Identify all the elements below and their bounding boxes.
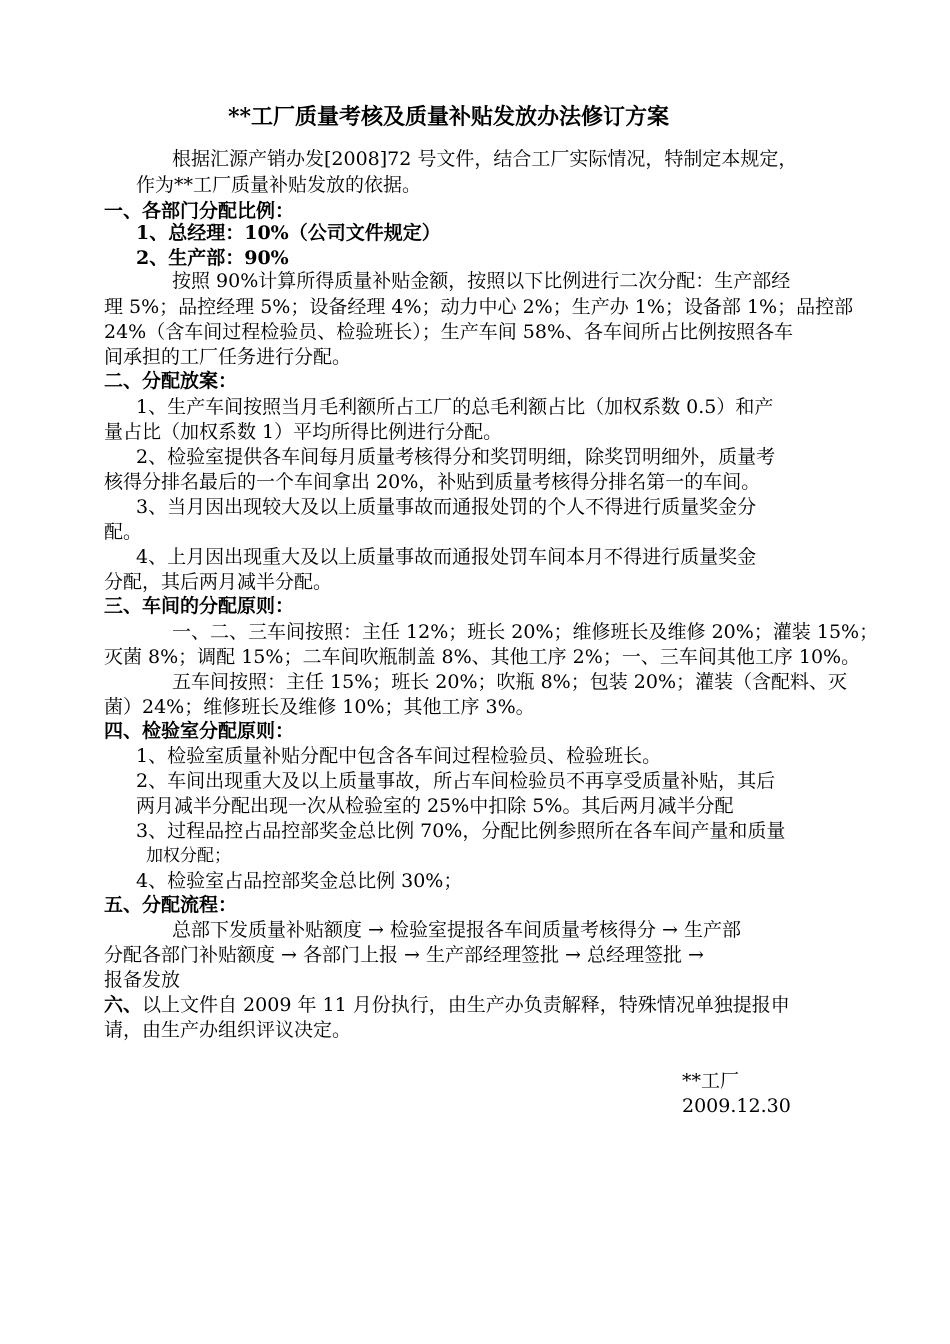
section-4-line-3: 两月减半分配出现一次从检验室的 25%中扣除 5%。其后两月减半分配 [136, 795, 734, 817]
section-2-heading: 二、分配放案： [104, 370, 238, 392]
section-5-line-2: 分配各部门补贴额度 → 各部门上报 → 生产部经理签批 → 总经理签批 → [104, 944, 704, 966]
section-1-para-line-4: 间承担的工厂任务进行分配。 [104, 346, 352, 368]
section-3-heading: 三、车间的分配原则： [104, 595, 295, 617]
section-2-line-7: 4、上月因出现重大及以上质量事故而通报处罚车间本月不得进行质量奖金 [136, 546, 757, 568]
section-6-line-2: 请，由生产办组织评议决定。 [104, 1019, 352, 1041]
section-4-line-4: 3、过程品控占品控部奖金总比例 70%，分配比例参照所在各车间产量和质量 [136, 820, 786, 842]
section-4-line-5: 加权分配； [146, 846, 231, 866]
section-6-text-1: 以上文件自 2009 年 11 月份执行，由生产办负责解释，特殊情况单独提报申 [142, 994, 790, 1016]
section-3-line-4: 菌）24%；维修班长及维修 10%；其他工序 3%。 [104, 696, 535, 718]
section-1-para-line-3: 24%（含车间过程检验员、检验班长）；生产车间 58%、各车间所占比例按照各车 [104, 321, 794, 343]
section-1-item-2: 2、生产部：90% [136, 247, 289, 269]
section-5-line-1: 总部下发质量补贴额度 → 检验室提报各车间质量考核得分 → 生产部 [172, 919, 741, 941]
section-2-line-8: 分配，其后两月减半分配。 [104, 571, 333, 593]
section-5-heading: 五、分配流程： [104, 894, 238, 916]
section-4-heading: 四、检验室分配原则： [104, 720, 295, 742]
section-4-line-2: 2、车间出现重大及以上质量事故，所占车间检验员不再享受质量补贴，其后 [136, 770, 776, 792]
section-6-line-1 [104, 992, 790, 1018]
section-4-line-1: 1、检验室质量补贴分配中包含各车间过程检验员、检验班长。 [136, 745, 662, 767]
signature-org: **工厂 [682, 1070, 740, 1092]
section-2-line-2: 量占比（加权系数 1）平均所得比例进行分配。 [104, 421, 503, 443]
section-2-line-5: 3、当月因出现较大及以上质量事故而通报处罚的个人不得进行质量奖金分 [136, 496, 757, 518]
section-1-para-line-2: 理 5%；品控经理 5%；设备经理 4%；动力中心 2%；生产办 1%；设备部 1%；品控部 [104, 296, 854, 318]
section-2-line-4: 核得分排名最后的一个车间拿出 20%，补贴到质量考核得分排名第一的车间。 [104, 471, 761, 493]
signature-date: 2009.12.30 [682, 1095, 791, 1117]
intro-line-1: 根据汇源产销办发[2008]72 号文件，结合工厂实际情况，特制定本规定， [172, 148, 798, 170]
document-title: **工厂质量考核及质量补贴发放办法修订方案 [228, 104, 670, 130]
section-1-item-1: 1、总经理：10%（公司文件规定） [136, 222, 441, 244]
section-4-line-6: 4、检验室占品控部奖金总比例 30%； [136, 870, 463, 892]
section-2-line-6: 配。 [104, 521, 143, 543]
section-3-line-2: 灭菌 8%；调配 15%；二车间吹瓶制盖 8%、其他工序 2%；一、三车间其他工序 10%。 [104, 646, 861, 668]
section-2-line-1: 1、生产车间按照当月毛利额所占工厂的总毛利额占比（加权系数 0.5）和产 [136, 396, 774, 418]
section-6-heading: 六、 [104, 994, 143, 1016]
section-3-line-1: 一、二、三车间按照：主任 12%；班长 20%；维修班长及维修 20%；灌装 15%； [172, 621, 879, 643]
intro-line-2: 作为**工厂质量补贴发放的依据。 [136, 174, 422, 196]
section-5-line-3: 报备发放 [104, 969, 181, 991]
section-1-para-line-1: 按照 90%计算所得质量补贴金额，按照以下比例进行二次分配：生产部经 [172, 270, 791, 292]
section-2-line-3: 2、检验室提供各车间每月质量考核得分和奖罚明细，除奖罚明细外，质量考 [136, 446, 776, 468]
section-3-line-3: 五车间按照：主任 15%；班长 20%；吹瓶 8%；包装 20%；灌装（含配料、灭 [172, 671, 847, 693]
section-1-heading: 一、各部门分配比例： [104, 200, 295, 222]
